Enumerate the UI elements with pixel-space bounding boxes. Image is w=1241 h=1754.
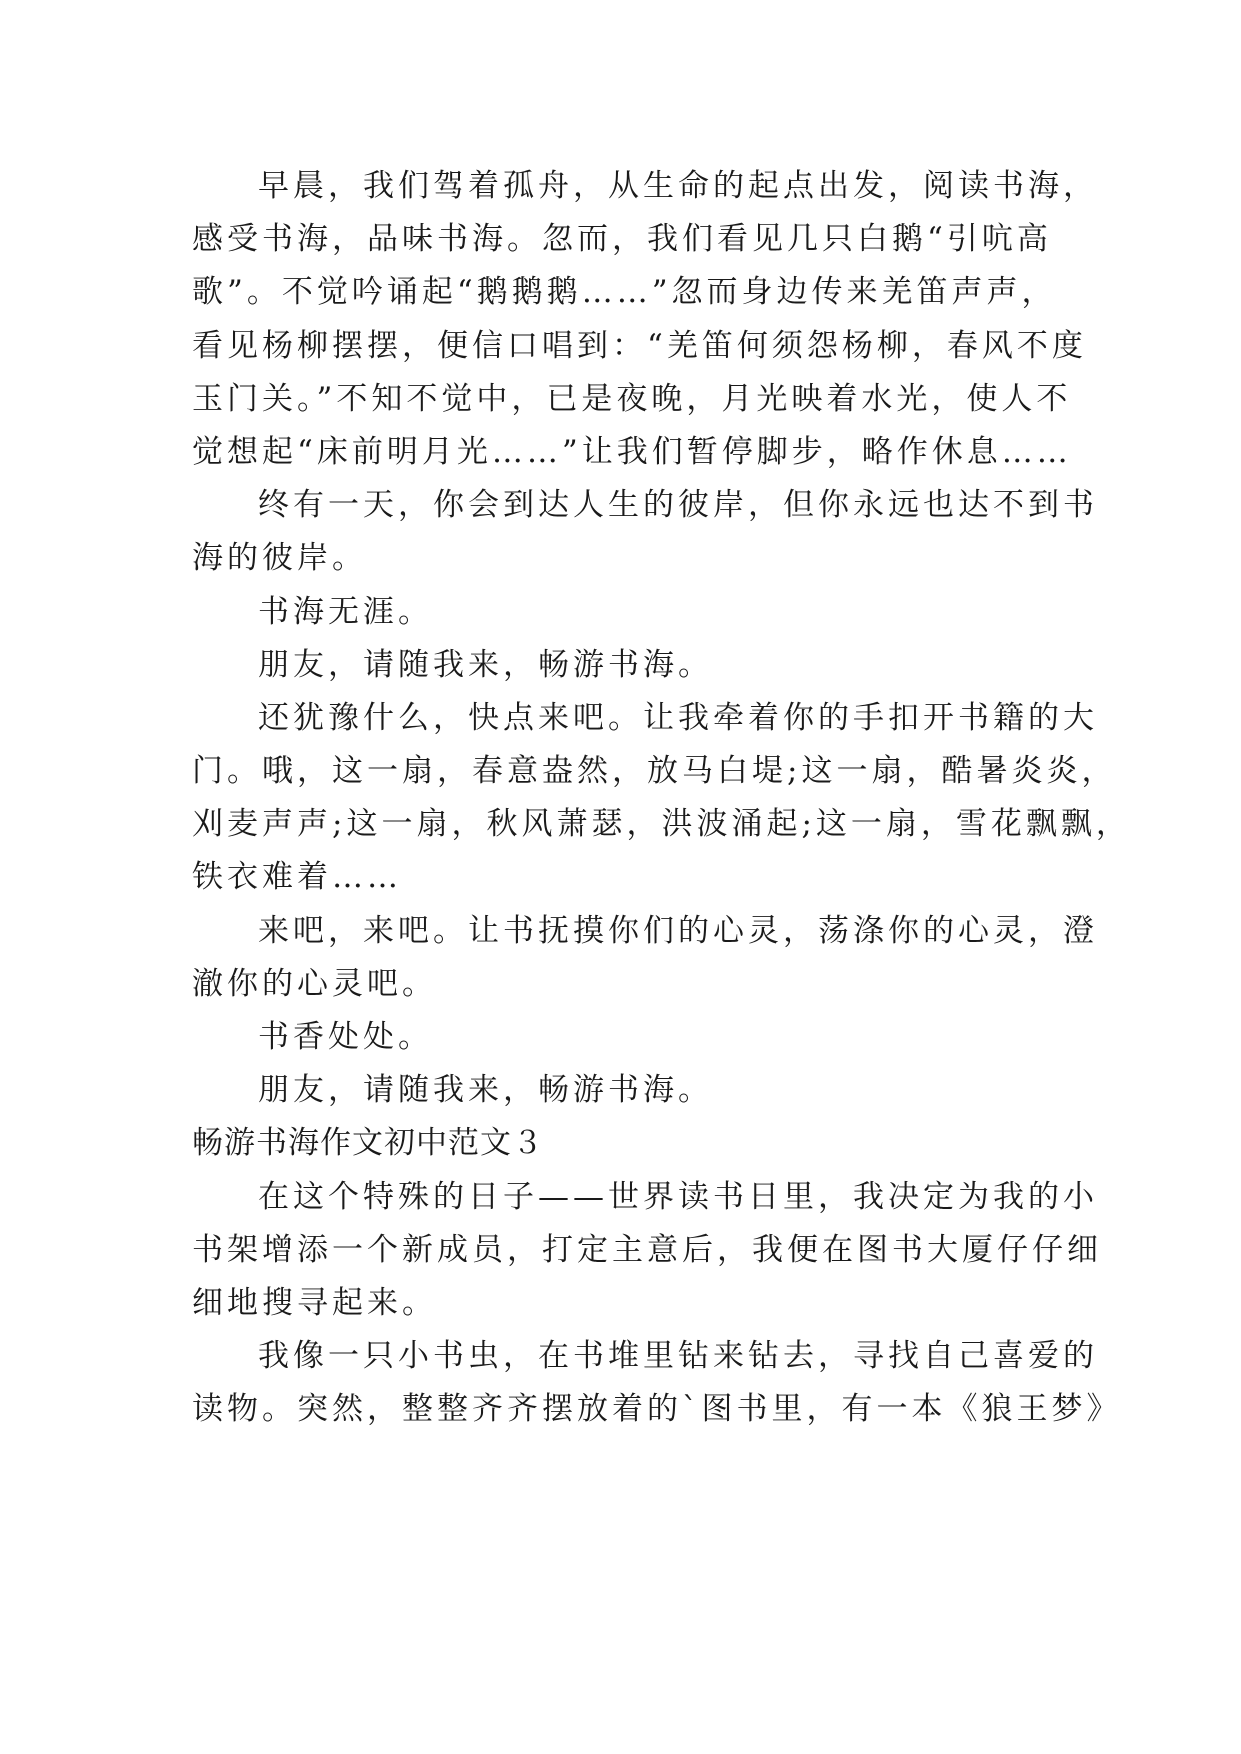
text-line: 在这个特殊的日子——世界读书日里，我决定为我的小 bbox=[258, 1178, 1098, 1215]
text-line: 朋友，请随我来，畅游书海。 bbox=[258, 646, 713, 683]
text-line: 终有一天，你会到达人生的彼岸，但你永远也达不到书 bbox=[258, 487, 1098, 524]
text-line: 觉想起“床前明月光……”让我们暂停脚步，略作休息…… bbox=[192, 433, 1072, 470]
text-line: 读物。突然，整整齐齐摆放着的`图书里，有一本《狼王梦》 bbox=[192, 1391, 1122, 1428]
text-line: 朋友，请随我来，畅游书海。 bbox=[258, 1072, 713, 1109]
text-line: 歌”。不觉吟诵起“鹅鹅鹅……”忽而身边传来羌笛声声， bbox=[192, 274, 1057, 311]
text-line: 还犹豫什么，快点来吧。让我牵着你的手扣开书籍的大 bbox=[258, 699, 1098, 736]
text-line: 来吧，来吧。让书抚摸你们的心灵，荡涤你的心灵，澄 bbox=[258, 912, 1098, 949]
text-line: 感受书海，品味书海。忽而，我们看见几只白鹅“引吭高 bbox=[192, 221, 1052, 258]
text-line: 门。哦，这一扇，春意盎然，放马白堤;这一扇，酷暑炎炎， bbox=[192, 753, 1117, 790]
text-line: 我像一只小书虫，在书堆里钻来钻去，寻找自己喜爱的 bbox=[258, 1338, 1098, 1375]
text-line: 书架增添一个新成员，打定主意后，我便在图书大厦仔仔细 bbox=[192, 1231, 1102, 1268]
text-line: 刈麦声声;这一扇，秋风萧瑟，洪波涌起;这一扇，雪花飘飘， bbox=[192, 806, 1131, 843]
text-line: 早晨，我们驾着孤舟，从生命的起点出发，阅读书海， bbox=[258, 168, 1098, 204]
text-line: 细地搜寻起来。 bbox=[192, 1284, 437, 1321]
section-heading: 畅游书海作文初中范文３ bbox=[192, 1125, 544, 1162]
document-body bbox=[192, 160, 1131, 1437]
text-line: 玉门关。”不知不觉中，已是夜晚，月光映着水光，使人不 bbox=[192, 380, 1072, 417]
text-line: 书海无涯。 bbox=[258, 593, 433, 630]
text-line: 海的彼岸。 bbox=[192, 540, 367, 577]
text-line: 铁衣难着…… bbox=[192, 859, 402, 896]
text-line: 书香处处。 bbox=[258, 1019, 433, 1055]
text-line: 看见杨柳摆摆，便信口唱到：“羌笛何须怨杨柳，春风不度 bbox=[192, 327, 1087, 364]
text-line: 澈你的心灵吧。 bbox=[192, 965, 437, 1002]
